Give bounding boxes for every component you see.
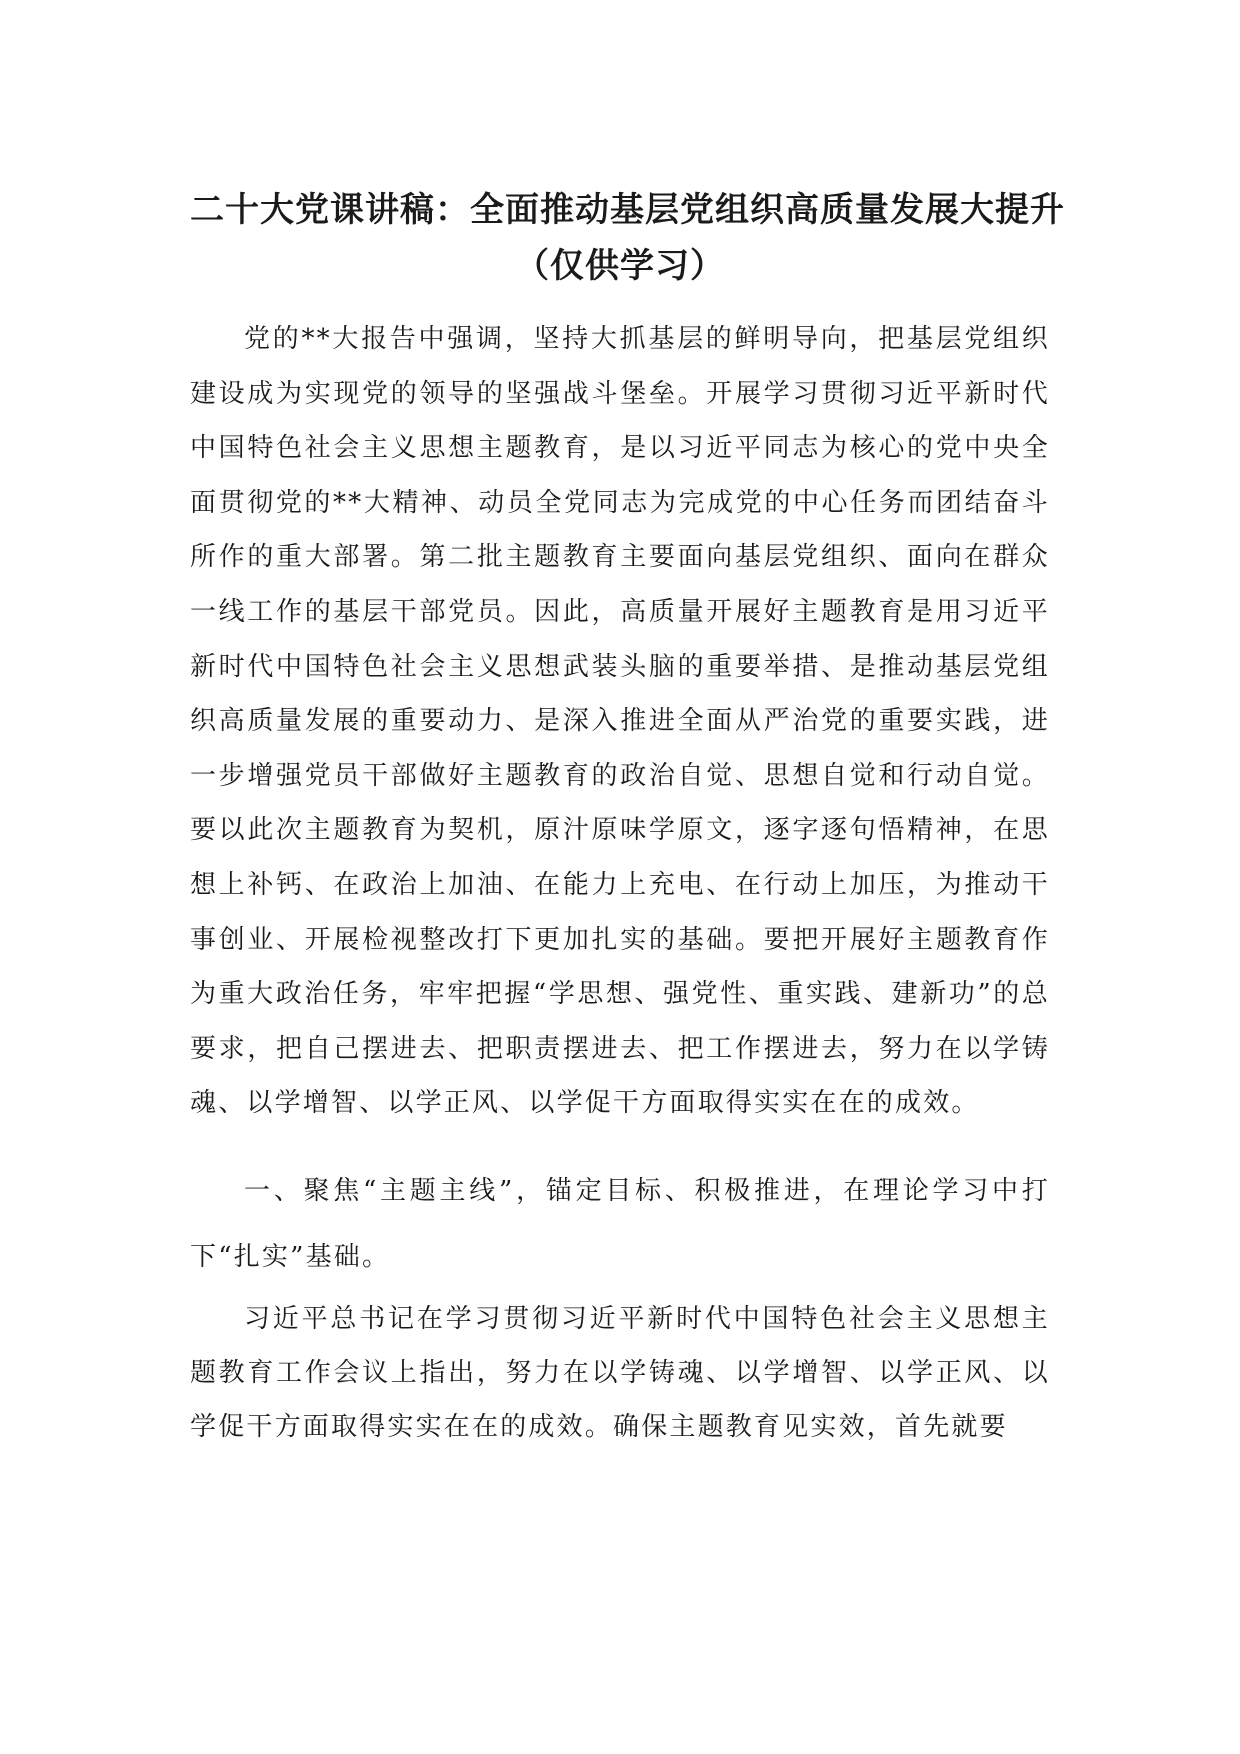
section-heading-1: 一、聚焦“主题主线”，锚定目标、积极推进，在理论学习中打下“扎实”基础。 — [190, 1176, 1050, 1272]
body-paragraph-section-1: 习近平总书记在学习贯彻习近平新时代中国特色社会主义思想主题教育工作会议上指出，努力在以学铸魂、以学增智、以学正风、以学促干方面取得实实在在的成效。确保主题教育见实效，首先就要 — [190, 1304, 1050, 1442]
document-title: 二十大党课讲稿：全面推动基层党组织高质量发展大提升 — [190, 190, 1065, 230]
document-subtitle: （仅供学习） — [515, 246, 725, 286]
body-paragraph-intro: 党的**大报告中强调，坚持大抓基层的鲜明导向，把基层党组织建设成为实现党的领导的坚强战斗堡垒。开展学习贯彻习近平新时代中国特色社会主义思想主题教育，是以习近平同志为核心的党中央全面贯彻党的**大精神、动员全党同志为完成党的中心任务而团结奋斗所作的重大部署。第二批主题教育主要面向基层党组织、面向在群众一线工作的基层干部党员。因此，高质量开展好主题教育是用习近平新时代中国特色社会主义思想武装头脑的重要举措、是推动基层党组织高质量发展的重要动力、是深入推进全面从严治党的重要实践，进一步增强党员干部做好主题教育的政治自觉、思想自觉和行动自觉。要以此次主题教育为契机，原汁原味学原文，逐字逐句悟精神，在思想上补钙、在政治上加油、在能力上充电、在行动上加压，为推动干事创业、开展检视整改打下更加扎实的基础。要把开展好主题教育作为重大政治任务，牢牢把握“学思想、强党性、重实践、建新功”的总要求，把自己摆进去、把职责摆进去、把工作摆进去，努力在以学铸魂、以学增智、以学正风、以学促干方面取得实实在在的成效。 — [190, 324, 1050, 1119]
